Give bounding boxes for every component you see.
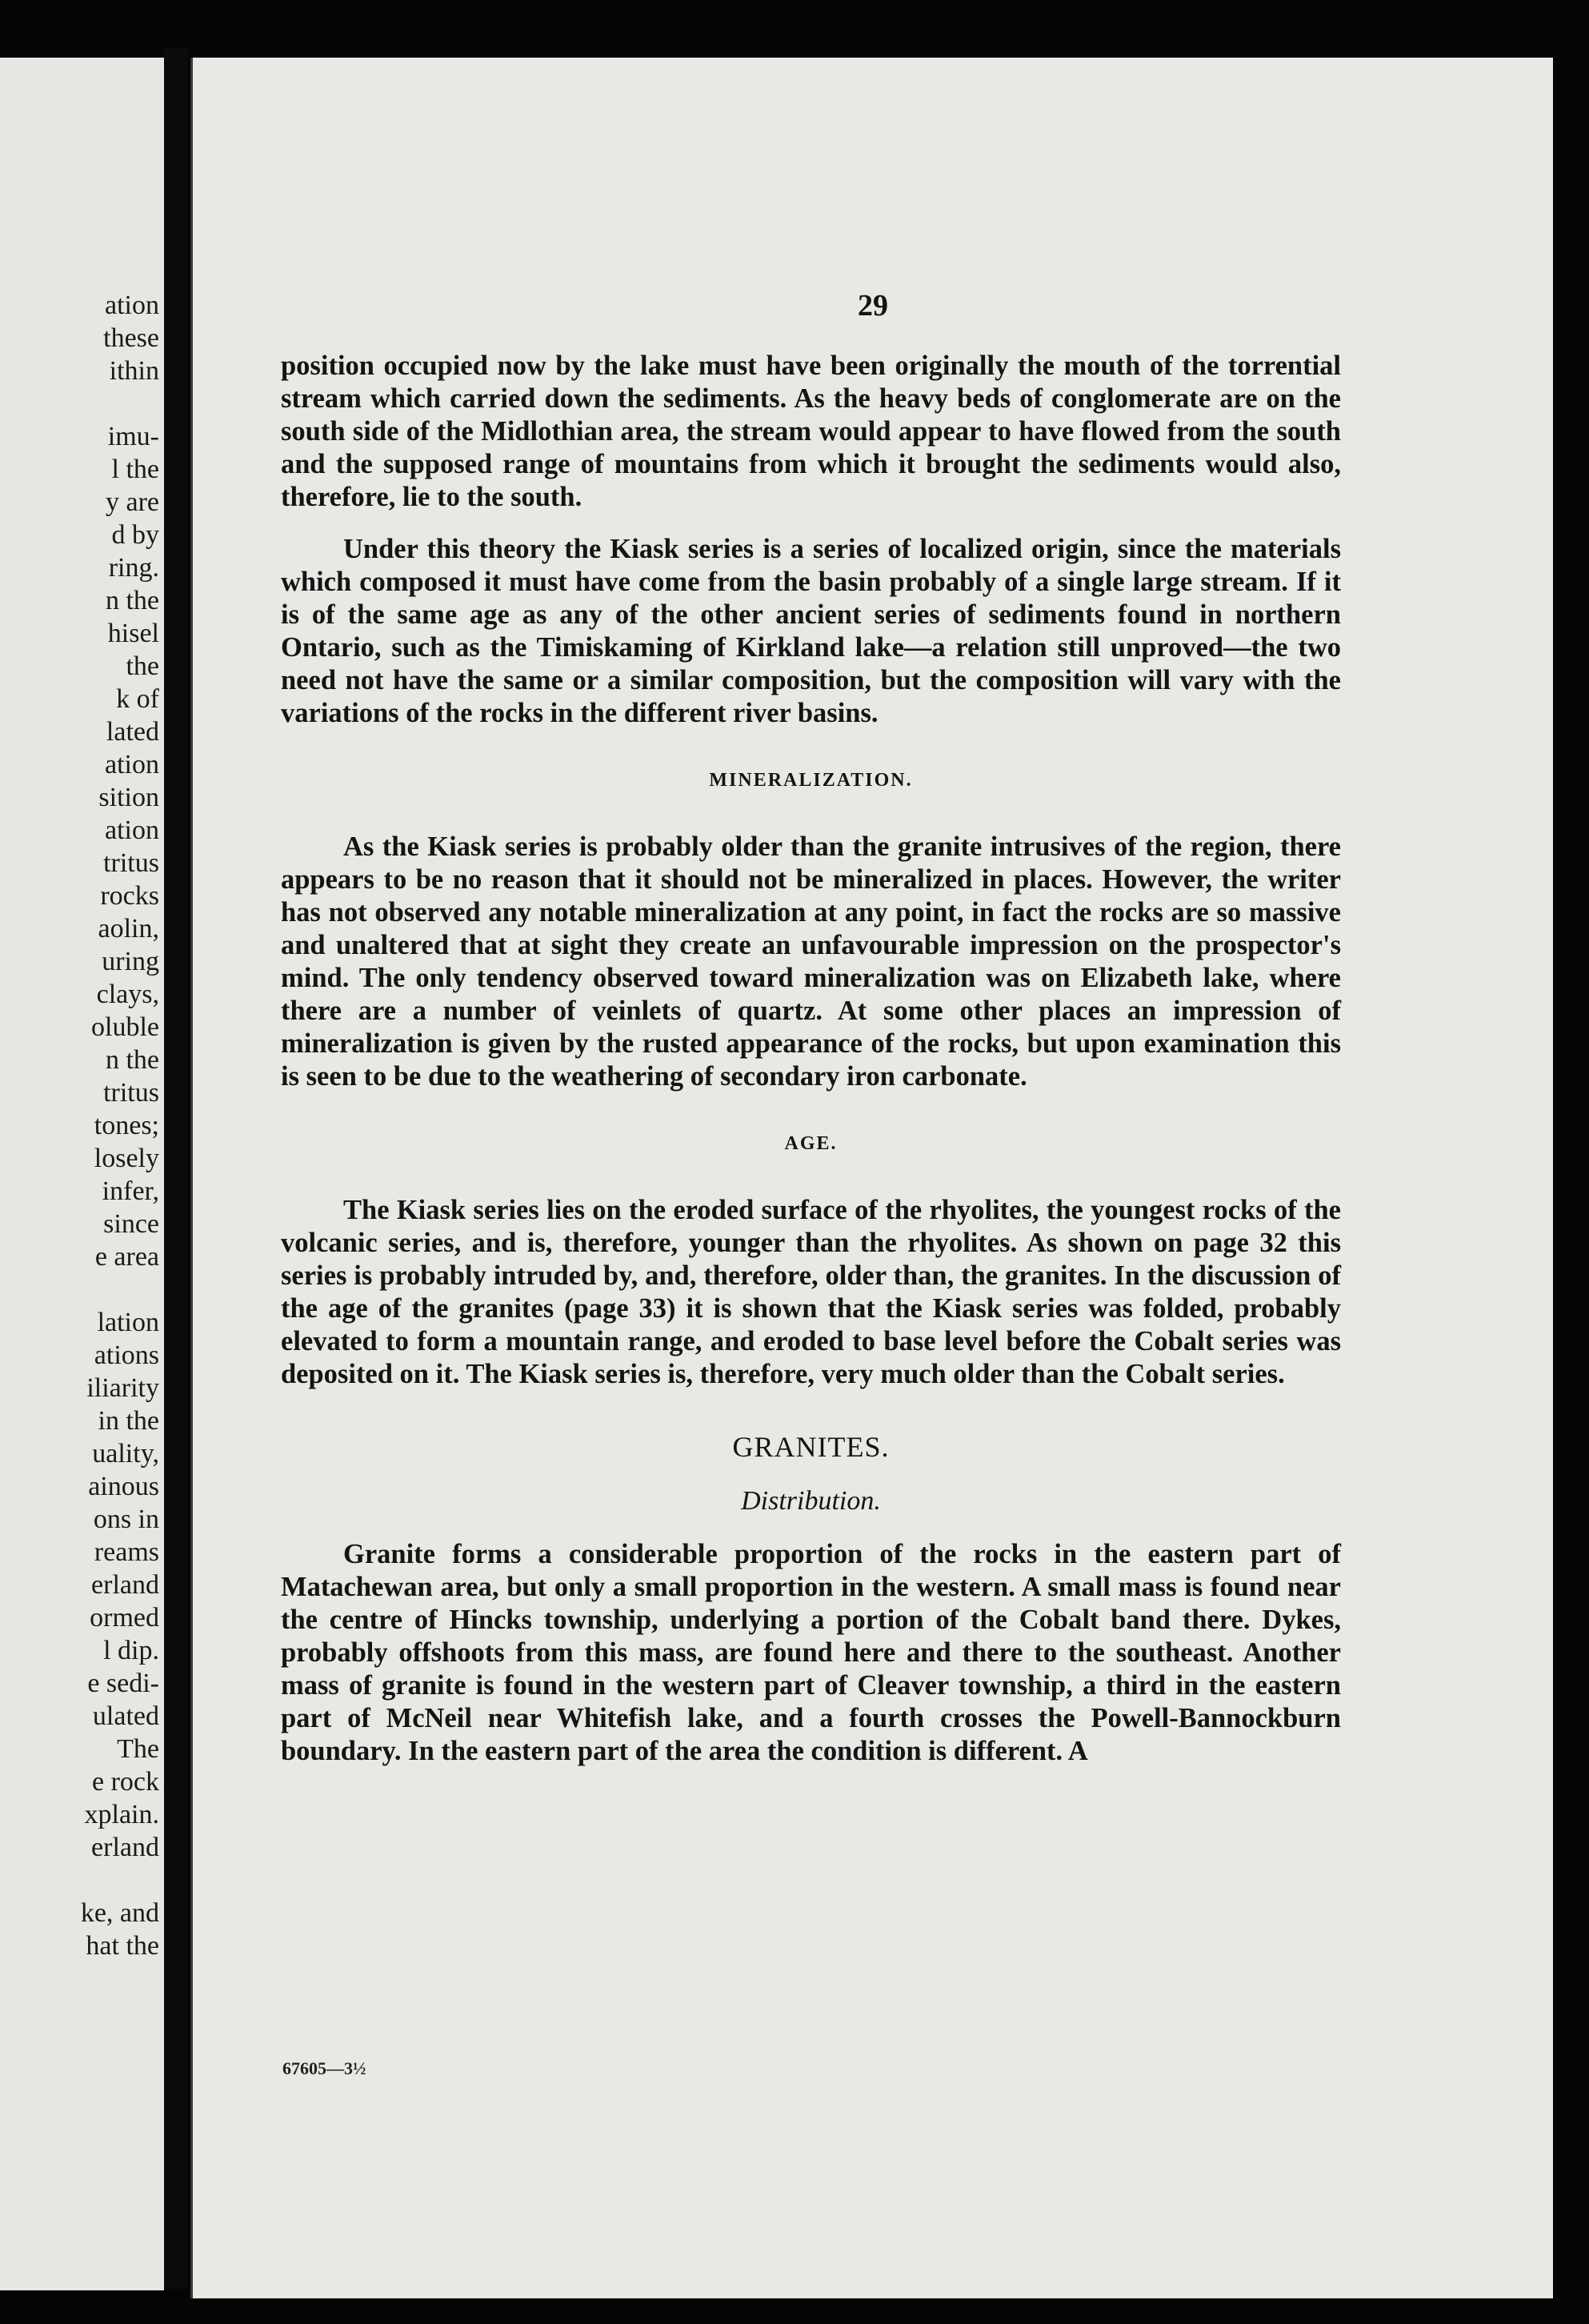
left-page-fragment: y are bbox=[105, 487, 159, 517]
left-page-fragment: e rock bbox=[91, 1767, 159, 1797]
page-content bbox=[281, 350, 1341, 1768]
left-page-fragment: aolin, bbox=[98, 914, 159, 944]
left-page-fragment: uality, bbox=[92, 1439, 159, 1469]
left-page-fragment: since bbox=[103, 1209, 159, 1239]
left-page-fragment: ations bbox=[94, 1340, 159, 1370]
left-page-fragment: ormed bbox=[90, 1603, 159, 1633]
left-page-fragment: tritus bbox=[103, 848, 159, 878]
left-page-fragment: sition bbox=[98, 783, 159, 812]
left-page-fragment: n the bbox=[105, 586, 159, 615]
left-page-fragment: rocks bbox=[100, 881, 159, 911]
paragraph-granites-distribution: Granite forms a considerable proportion of the rocks in the eastern part of Matachewan area, but only a small proportion in the western. A small mass is found near the centre of Hincks township, underlying a portion of the Cobalt band there. Dykes, probably offshoots from this mass, are found here and there to the southeast. Another mass of granite is found in the western part of Cleaver township, a third in the eastern part of McNeil near Whitefish lake, and a fourth crosses the Powell-Bannockburn boundary. In the eastern part of the area the condition is different. A bbox=[281, 1539, 1341, 1766]
left-page-fragment: l dip. bbox=[103, 1636, 159, 1665]
heading-mineralization: MINERALIZATION. bbox=[709, 770, 913, 791]
page-number: 29 bbox=[858, 289, 888, 323]
page bbox=[190, 58, 1553, 2298]
left-page-fragment: tones; bbox=[94, 1111, 159, 1140]
left-page-fragment: n the bbox=[105, 1045, 159, 1075]
left-page-fragment: iliarity bbox=[86, 1373, 159, 1403]
left-page-fragment: ation bbox=[105, 750, 159, 779]
left-page-fragment: e sedi- bbox=[87, 1669, 159, 1698]
left-page-fragment: lated bbox=[106, 717, 159, 747]
left-page-fragment: k of bbox=[116, 684, 159, 714]
left-page-fragment: hat the bbox=[86, 1931, 159, 1961]
previous-page-sliver bbox=[0, 58, 164, 2290]
left-page-fragment: reams bbox=[94, 1537, 159, 1567]
heading-granites: GRANITES. bbox=[732, 1431, 890, 1463]
left-page-fragment: ainous bbox=[88, 1472, 159, 1501]
left-page-fragment: tritus bbox=[103, 1078, 159, 1108]
left-page-fragment: ring. bbox=[108, 553, 159, 583]
left-page-fragment: ulated bbox=[92, 1701, 159, 1731]
left-page-fragment: imu- bbox=[107, 422, 159, 451]
paragraph-age: The Kiask series lies on the eroded surface of the rhyolites, the youngest rocks of the volcanic series, and is, therefore, younger than the rhyolites. As shown on page 32 this series is probably intruded by, and, therefore, older than, the granites. In the discussion of the age of the granites (page 33) it is shown that the Kiask series was folded, probably elevated to form a mountain range, and eroded to base level before the Cobalt series was deposited on it. The Kiask series is, therefore, very much older than the Cobalt series. bbox=[281, 1195, 1341, 1389]
left-page-fragment: erland bbox=[91, 1570, 159, 1600]
left-page-fragment: clays, bbox=[96, 980, 159, 1009]
paragraph-lake-mouth: position occupied now by the lake must have been originally the mouth of the torrential stream which carried down the sediments. As the heavy beds of conglomerate are on the south side of the Midlothian area, the stream would appear to have flowed from the south and the supposed range of mountains from which it brought the sediments would also, therefore, lie to the south. bbox=[281, 351, 1341, 512]
left-page-fragment: oluble bbox=[91, 1012, 159, 1042]
paragraph-kiask-origin: Under this theory the Kiask series is a series of localized origin, since the materials which composed it must have come from the basin probably of a single large stream. If it is of the same age as any of the other ancient series of sediments found in northern Ontario, such as the Timiskaming of Kirkland lake—a relation still unproved—the two need not have the same or a similar composition, but the composition will vary with the variations of the rocks in the different river basins. bbox=[281, 534, 1341, 728]
left-page-fragment: ons in bbox=[93, 1505, 159, 1534]
left-page-fragment: ation bbox=[105, 815, 159, 845]
left-page-fragment: the bbox=[126, 651, 159, 681]
left-page-fragment: hisel bbox=[107, 619, 159, 648]
left-page-fragment: The bbox=[117, 1734, 159, 1764]
left-page-fragment: d by bbox=[111, 520, 159, 550]
left-page-fragment: e area bbox=[94, 1242, 159, 1272]
left-page-fragment: ation bbox=[105, 290, 159, 320]
left-page-fragment: infer, bbox=[102, 1176, 159, 1206]
signature-mark: 67605—3½ bbox=[282, 2058, 366, 2078]
left-page-fragment: lation bbox=[97, 1308, 159, 1337]
left-page-fragment: xplain. bbox=[84, 1800, 159, 1829]
left-page-fragment: these bbox=[103, 323, 159, 353]
left-page-fragment: ithin bbox=[109, 356, 159, 386]
paragraph-mineralization: As the Kiask series is probably older than the granite intrusives of the region, there appears to be no reason that it should not be mineralized in places. However, the writer has not observed any notable mineralization at any point, in fact the rocks are so massive and unaltered that at sight they create an unfavourable impression on the prospector's mind. The only tendency observed toward mineralization was on Elizabeth lake, where there are a number of veinlets of quartz. At some other places an impression of mineralization is given by the rusted appearance of the rocks, but upon examination this is seen to be due to the weathering of secondary iron carbonate. bbox=[281, 831, 1341, 1092]
left-page-fragment: uring bbox=[102, 947, 159, 976]
subheading-distribution: Distribution. bbox=[741, 1486, 881, 1516]
book-gutter bbox=[164, 48, 188, 2289]
left-page-fragment: l the bbox=[111, 455, 159, 484]
left-page-fragment: ke, and bbox=[80, 1898, 159, 1928]
left-page-fragment: erland bbox=[91, 1833, 159, 1862]
left-page-fragment: in the bbox=[98, 1406, 159, 1436]
left-page-fragment: losely bbox=[94, 1144, 159, 1173]
heading-age: AGE. bbox=[784, 1133, 838, 1154]
